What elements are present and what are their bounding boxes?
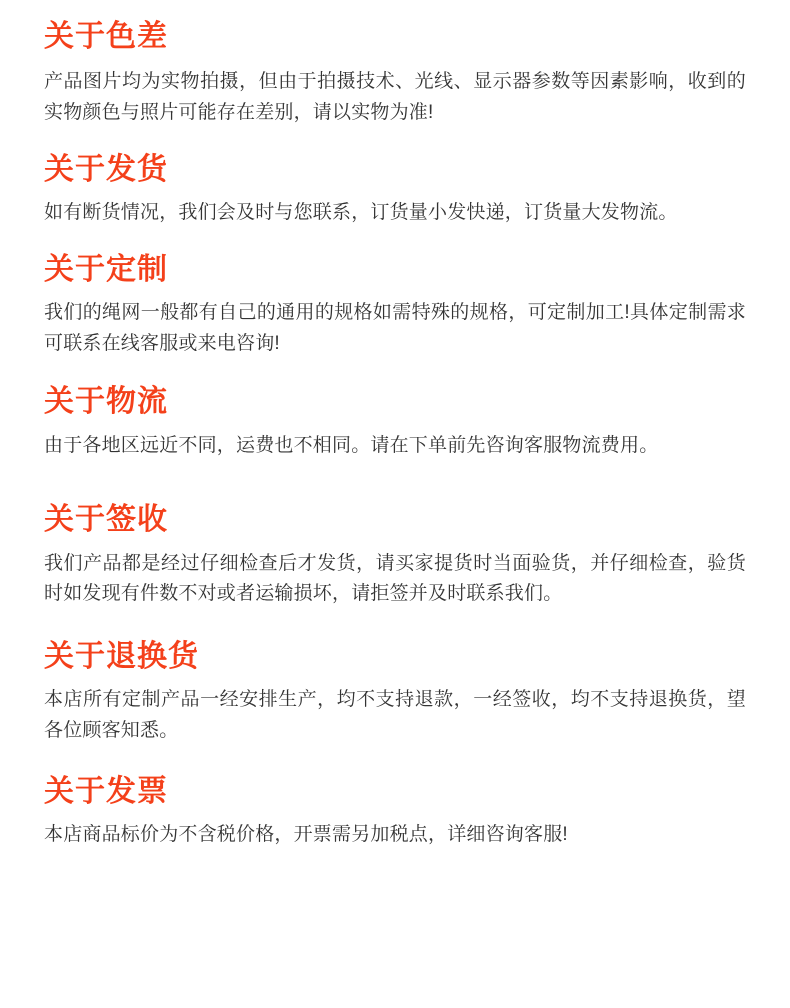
section-body-invoice: 本店商品标价为不含税价格，开票需另加税点，详细咨询客服! (44, 823, 568, 845)
section-title-returns-exchanges: 关于退换货 (44, 640, 199, 674)
section-title-shipping: 关于发货 (44, 152, 168, 186)
section-title-receipt-signing: 关于签收 (44, 503, 168, 537)
section-title-color-difference: 关于色差 (44, 20, 168, 53)
policy-section-shipping (44, 151, 746, 229)
section-body-logistics: 由于各地区远近不同，运费也不相同。请在下单前先咨询客服物流费用。 (44, 434, 659, 456)
section-body-receipt-signing: 我们产品都是经过仔细检查后才发货，请买家提货时当面验货，并仔细检查，验货时如发现有件数不对或者运输损坏，请拒签并及时联系我们。 (44, 552, 746, 605)
policy-section-customization (44, 251, 746, 360)
section-body-shipping: 如有断货情况，我们会及时与您联系，订货量小发快递，订货量大发物流。 (44, 201, 678, 223)
section-body-returns-exchanges: 本店所有定制产品一经安排生产，均不支持退款，一经签收，均不支持退换货，望各位顾客知悉。 (44, 689, 746, 742)
section-body-color-difference: 产品图片均为实物拍摄，但由于拍摄技术、光线、显示器参数等因素影响，收到的实物颜色与照片可能存在差别，请以实物为准! (44, 71, 746, 123)
section-title-customization: 关于定制 (44, 252, 168, 286)
section-title-invoice: 关于发票 (44, 774, 168, 808)
policy-section-receipt-signing (44, 501, 746, 610)
policy-section-logistics (44, 383, 746, 461)
policy-section-returns-exchanges (44, 638, 746, 747)
section-title-logistics: 关于物流 (44, 385, 168, 419)
policy-section-invoice (44, 773, 746, 851)
section-body-customization: 我们的绳网一般都有自己的通用的规格如需特殊的规格，可定制加工!具体定制需求可联系在线客服或来电咨询! (44, 301, 746, 354)
policy-section-color-difference (44, 18, 746, 129)
